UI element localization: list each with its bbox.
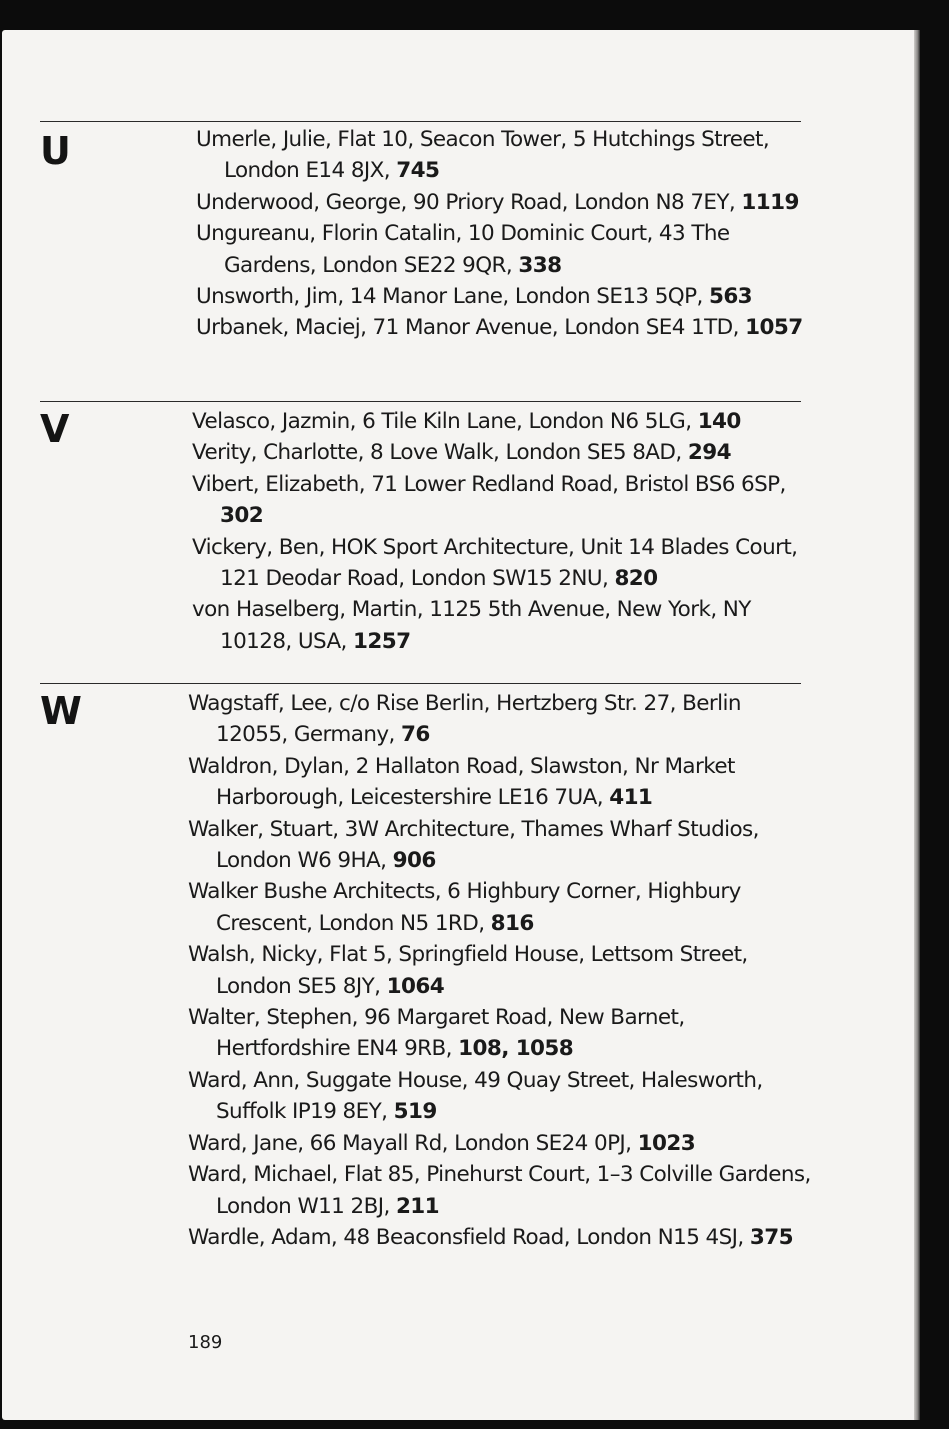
index-entry [192, 594, 816, 657]
index-entry [192, 532, 816, 595]
entry-pages: 1064 [386, 973, 445, 999]
entry-text: Wardle, Adam, 48 Beaconsfield Road, London N15 4SJ, [188, 1224, 750, 1250]
index-entry [188, 939, 816, 1002]
entry-text: Walker, Stuart, 3W Architecture, Thames Wharf Studios, London W6 9HA, [188, 816, 759, 874]
entry-list-u [196, 124, 816, 344]
page-number: 189 [188, 1332, 223, 1353]
index-entry [188, 1065, 816, 1128]
index-entry [188, 688, 816, 751]
entry-pages: 338 [518, 252, 562, 278]
section-rule-v [40, 401, 801, 402]
entry-text: Wagstaff, Lee, c/o Rise Berlin, Hertzberg Str. 27, Berlin 12055, Germany, [188, 691, 741, 748]
index-entry [188, 876, 816, 939]
index-entry [188, 1128, 816, 1159]
entry-pages: 302 [220, 503, 264, 529]
section-rule-w [40, 683, 801, 684]
index-entry [196, 218, 816, 281]
entry-pages: 76 [400, 722, 430, 748]
entry-text: Waldron, Dylan, 2 Hallaton Road, Slawston, Nr Market Harborough, Leicestershire LE16 7UA, [188, 753, 735, 811]
entry-pages: 211 [395, 1193, 440, 1219]
index-entry [196, 281, 816, 312]
entry-pages: 745 [396, 158, 440, 184]
entry-pages: 1119 [741, 189, 799, 215]
entry-pages: 1257 [353, 628, 411, 654]
entry-pages: 140 [697, 409, 741, 434]
entry-text: Walker Bushe Architects, 6 Highbury Corner, Highbury Crescent, London N5 1RD, [188, 879, 741, 936]
entry-text: Ward, Michael, Flat 85, Pinehurst Court, 1–3 Colville Gardens, London W11 2BJ, [188, 1162, 811, 1219]
entry-text: Underwood, George, 90 Priory Road, London N8 7EY, [196, 189, 742, 215]
entry-text: Walter, Stephen, 96 Margaret Road, New Barnet, Hertfordshire EN4 9RB, [188, 1005, 685, 1062]
entry-text: Vibert, Elizabeth, 71 Lower Redland Road, Bristol BS6 6SP, [192, 471, 786, 497]
index-entry [188, 1222, 816, 1253]
index-entry [196, 312, 816, 343]
entry-text: Verity, Charlotte, 8 Love Walk, London SE5 8AD, [192, 440, 688, 466]
entry-text: Urbanek, Maciej, 71 Manor Avenue, London SE4 1TD, [196, 315, 746, 341]
index-entry [192, 469, 816, 532]
section-letter-v: V [40, 407, 70, 451]
entry-text: Velasco, Jazmin, 6 Tile Kiln Lane, London N6 5LG, [192, 409, 698, 434]
entry-pages: 906 [392, 848, 436, 874]
index-entry [196, 187, 816, 218]
entry-text: Vickery, Ben, HOK Sport Architecture, Unit 14 Blades Court, 121 Deodar Road, London SW15 2NU, [192, 534, 798, 592]
entry-pages: 563 [708, 284, 753, 310]
index-entry [188, 814, 816, 877]
index-entry [188, 751, 816, 814]
entry-text: von Haselberg, Martin, 1125 5th Avenue, New York, NY 10128, USA, [192, 597, 751, 654]
index-entry [188, 1002, 816, 1065]
entry-pages: 820 [614, 566, 658, 592]
book-page [2, 30, 914, 1420]
entry-pages: 375 [749, 1224, 793, 1250]
section-letter-u: U [40, 129, 71, 173]
page-edge [914, 30, 920, 1420]
entry-pages: 1023 [637, 1130, 696, 1156]
index-entry [192, 437, 816, 468]
index-entry [192, 406, 816, 437]
entry-pages: 411 [609, 785, 653, 811]
index-entry [196, 124, 816, 187]
entry-pages: 294 [687, 440, 731, 466]
entry-text: Ward, Ann, Suggate House, 49 Quay Street, Halesworth, Suffolk IP19 8EY, [188, 1067, 763, 1125]
entry-text: Unsworth, Jim, 14 Manor Lane, London SE13 5QP, [196, 284, 709, 310]
entry-list-w [188, 688, 816, 1253]
index-entry [188, 1159, 816, 1222]
entry-text: Ungureanu, Florin Catalin, 10 Dominic Court, 43 The Gardens, London SE22 9QR, [196, 221, 730, 278]
section-rule-u [40, 121, 801, 122]
section-letter-w: W [40, 689, 82, 733]
entry-pages: 108, 1058 [458, 1036, 574, 1062]
entry-pages: 816 [490, 910, 534, 936]
entry-text: Ward, Jane, 66 Mayall Rd, London SE24 0PJ, [188, 1130, 638, 1156]
entry-text: Walsh, Nicky, Flat 5, Springfield House, Lettsom Street, London SE5 8JY, [188, 942, 748, 999]
entry-pages: 1057 [745, 315, 803, 341]
entry-text: Umerle, Julie, Flat 10, Seacon Tower, 5 Hutchings Street, London E14 8JX, [196, 127, 770, 184]
entry-list-v [192, 406, 816, 657]
entry-pages: 519 [393, 1099, 437, 1125]
